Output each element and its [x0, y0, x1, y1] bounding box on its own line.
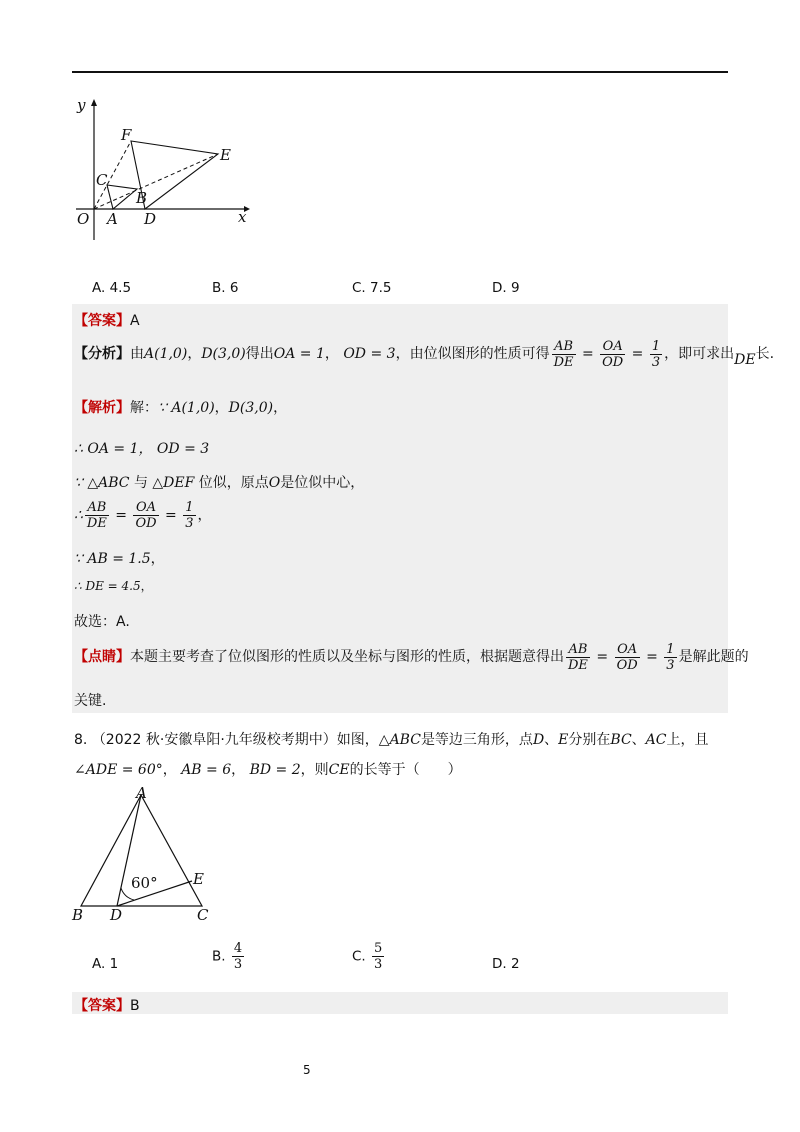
- q7-option-c: C. 7.5: [352, 280, 392, 296]
- label-f: F: [121, 126, 132, 144]
- q8-answer-line: 【答案】B: [74, 998, 140, 1014]
- q7-choice-line: 故选：A.: [74, 614, 130, 630]
- answer-tag: 【答案】: [74, 313, 130, 329]
- label-e: E: [220, 146, 231, 164]
- frac-one-third: $\frac{1}{3}$: [651, 338, 661, 370]
- label-d: D: [144, 210, 157, 228]
- q7-comment-line-2: 关键.: [74, 693, 107, 709]
- label-c: C: [197, 906, 209, 924]
- q7-step-2: ∵ △ABC 与 △DEF 位似，原点O是位似中心，: [74, 475, 365, 491]
- label-e: E: [193, 870, 204, 888]
- label-x: x: [238, 208, 247, 226]
- frac-ab-de: $\frac{AB}{DE}$: [553, 338, 574, 370]
- q7-solution-line: 【解析】解：∵ A(1,0)，D(3,0)，: [74, 400, 288, 416]
- answer-value: A: [130, 313, 140, 329]
- q8-option-d: D. 2: [492, 956, 520, 972]
- page-number: 5: [303, 1063, 311, 1077]
- q7-step-3: ∴ $\frac{AB}{DE}$ = $\frac{OA}{OD}$ = $\frac{1}{3}$ ，: [74, 500, 212, 531]
- y-axis-arrow: [91, 99, 97, 106]
- q7-step-5: ∴ DE = 4.5，: [74, 579, 153, 593]
- q7-coordinate-figure: [70, 92, 260, 242]
- label-y: y: [77, 96, 86, 114]
- q7-option-b: B. 6: [212, 280, 239, 296]
- q8-triangle-figure: [70, 780, 220, 925]
- q7-option-d: D. 9: [492, 280, 520, 296]
- label-b: B: [136, 189, 148, 207]
- q8-stem: 8. （2022 秋·安徽阜阳·九年级校考期中）如图，△ABC是等边三角形，点D、E分别在BC、AC上，且 ∠ADE = 60°， AB = 6， BD = 2，则CE的长等于（ ）: [74, 732, 709, 778]
- q8-option-c: C. $\frac{5}{3}$: [352, 941, 383, 972]
- q7-answer-line: [74, 310, 140, 330]
- label-b: B: [72, 906, 84, 924]
- label-o: O: [77, 210, 90, 228]
- q8-option-b: B. $\frac{4}{3}$: [212, 941, 243, 972]
- label-a: A: [136, 784, 147, 802]
- label-d: D: [110, 906, 123, 924]
- q7-comment-line: 【点睛】本题主要考查了位似图形的性质以及坐标与图形的性质，根据题意得出 $\frac{AB}{DE}$ = $\frac{OA}{OD}$ = $\frac{1}{3}$ 是解此题的: [74, 641, 749, 673]
- q8-answer-band: [72, 992, 728, 1014]
- frac-oa-od: $\frac{OA}{OD}$: [602, 338, 624, 370]
- q8-option-a: A. 1: [92, 956, 119, 972]
- label-a: A: [107, 210, 118, 228]
- q7-step-1: ∴ OA = 1， OD = 3: [74, 441, 210, 457]
- q7-analysis-line: 【分析】由A(1,0)，D(3,0)得出OA = 1， OD = 3，由位似图形的性质可得 $\frac{AB}{DE}$ = $\frac{OA}{OD}$ = $\frac{1}{3}$ ，即可求出DE长.: [74, 338, 775, 370]
- q7-option-a: A. 4.5: [92, 280, 132, 296]
- label-c: C: [96, 171, 108, 189]
- q7-step-4: ∵ AB = 1.5，: [74, 551, 165, 567]
- label-angle: 60°: [131, 874, 158, 892]
- header-rule: [72, 71, 728, 73]
